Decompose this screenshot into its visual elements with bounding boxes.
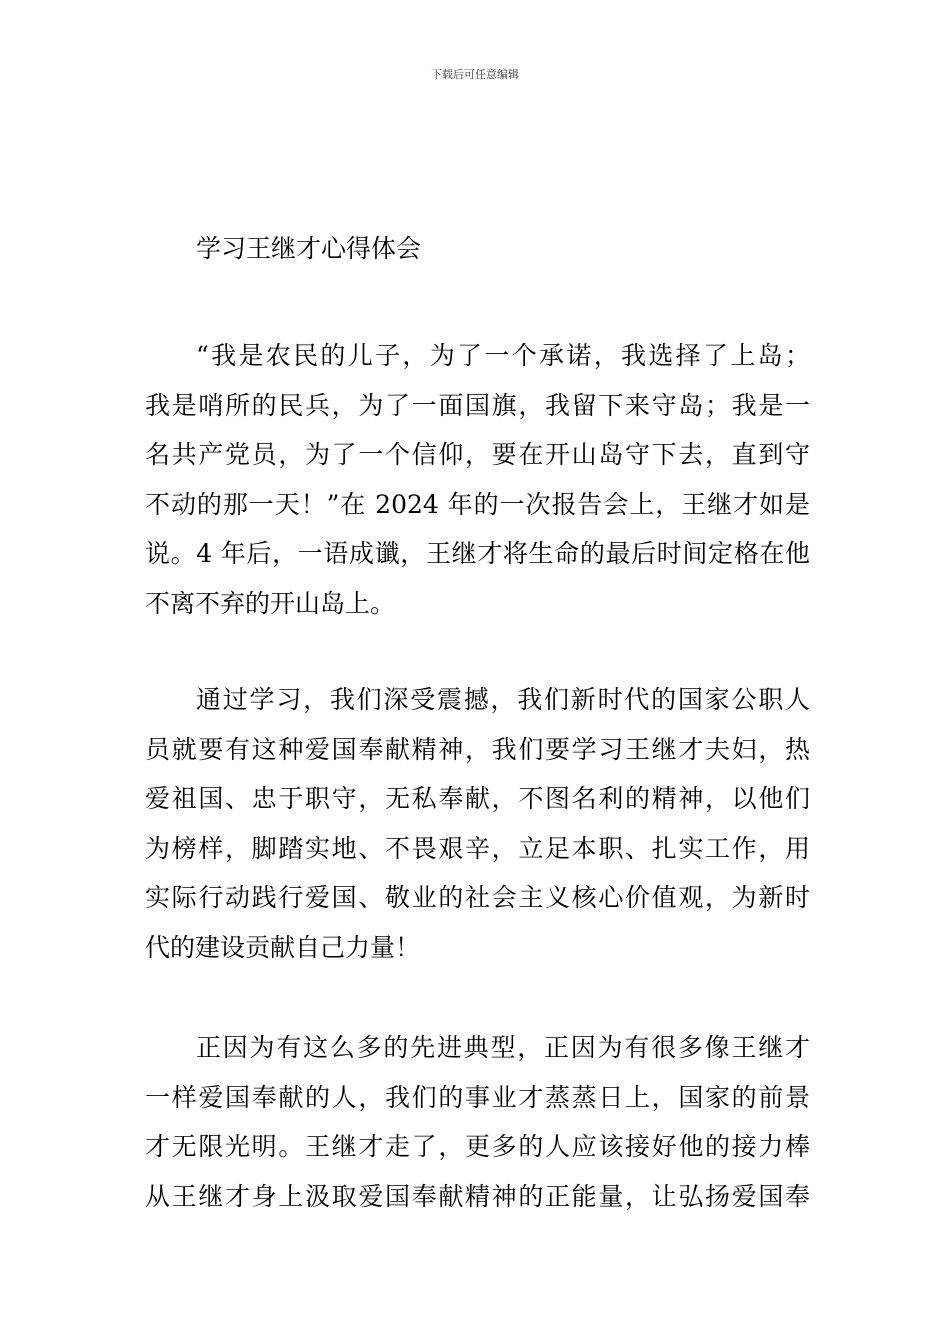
paragraph-line: 不离不弃的开山岛上。 (145, 588, 396, 618)
paragraph-line: 一样爱国奉献的人，我们的事业才蒸蒸日上，国家的前景 (145, 1082, 810, 1112)
paragraph-line: 我是哨所的民兵，为了一面国旗，我留下来守岛；我是一 (145, 390, 810, 420)
paragraph-line: “我是农民的儿子，为了一个承诺，我选择了上岛； (196, 341, 810, 370)
paragraph-line: 为榜样，脚踏实地、不畏艰辛，立足本职、扎实工作，用 (145, 833, 810, 863)
paragraph-line: 员就要有这种爱国奉献精神，我们要学习王继才夫妇，热 (145, 734, 810, 764)
header-note: 下载后可任意编辑 (431, 68, 519, 81)
paragraph-line: 正因为有这么多的先进典型，正因为有很多像王继才 (196, 1033, 810, 1062)
paragraph-line: 实际行动践行爱国、敬业的社会主义核心价值观，为新时 (145, 883, 810, 912)
paragraph-line: 不动的那一天！”在 2024 年的一次报告会上，王继才如是 (145, 489, 810, 519)
paragraph-line: 代的建设贡献自己力量！ (145, 932, 421, 962)
paragraph-line: 名共产党员，为了一个信仰，要在开山岛守下去，直到守 (145, 440, 810, 469)
paragraph-3 (145, 1023, 810, 1221)
paragraph-line: 从王继才身上汲取爱国奉献精神的正能量，让弘扬爱国奉 (145, 1181, 810, 1211)
paragraph-line: 才无限光明。王继才走了，更多的人应该接好他的接力棒 (145, 1132, 810, 1161)
document-title: 学习王继才心得体会 (196, 234, 422, 263)
paragraph-line: 爱祖国、忠于职守，无私奉献，不图名利的精神，以他们 (145, 784, 810, 813)
paragraph-2 (145, 675, 810, 972)
paragraph-line: 通过学习，我们深受震撼，我们新时代的国家公职人 (196, 685, 810, 714)
paragraph-1 (145, 331, 810, 628)
paragraph-line: 说。4 年后，一语成谶，王继才将生命的最后时间定格在他 (145, 539, 810, 568)
